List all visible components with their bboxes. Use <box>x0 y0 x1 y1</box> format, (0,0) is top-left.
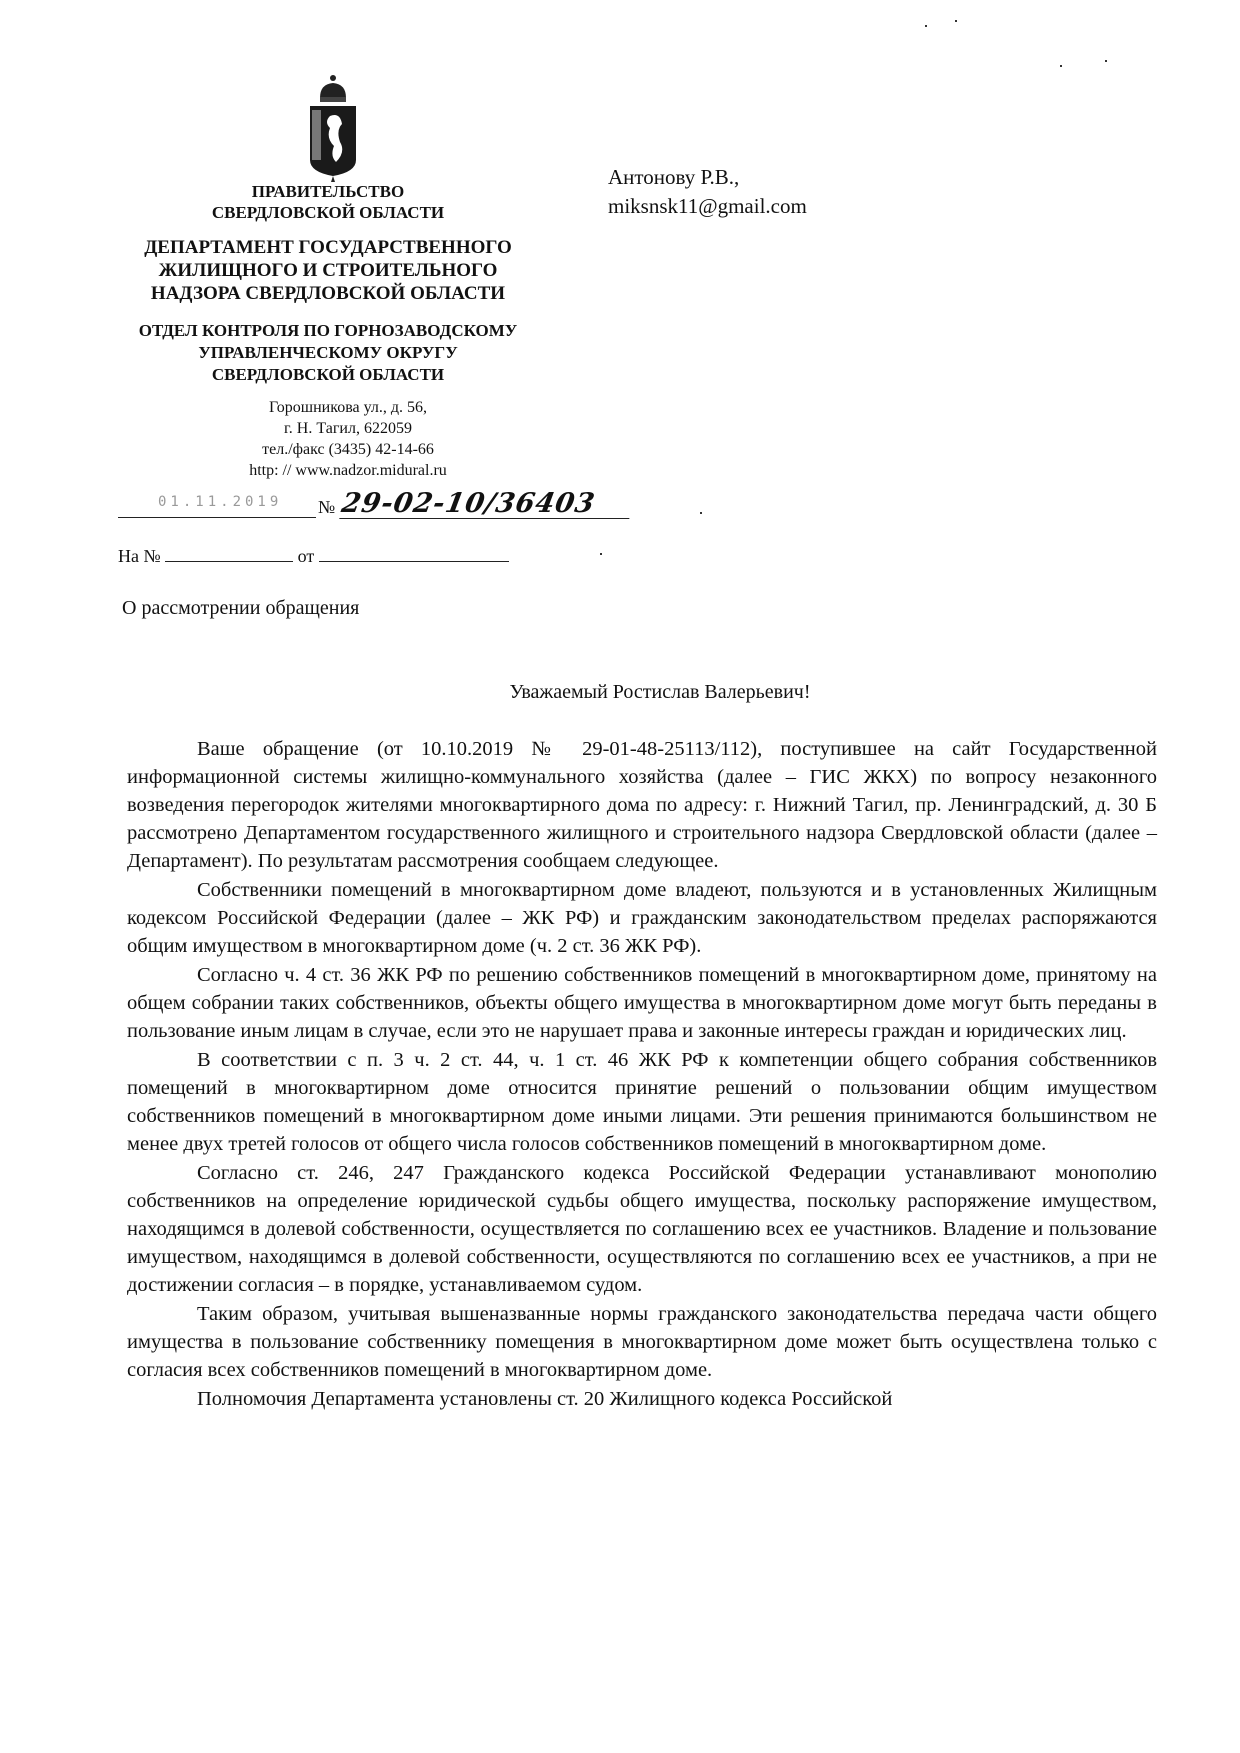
registration-number-handwritten: 29-02-10/36403 <box>339 488 634 519</box>
heading-line: ОТДЕЛ КОНТРОЛЯ ПО ГОРНОЗАВОДСКОМУ <box>138 321 518 340</box>
heading-line: ПРАВИТЕЛЬСТВО <box>251 182 405 201</box>
body-paragraph: Ваше обращение (от 10.10.2019 № 29-01-48-25113/112), поступившее на сайт Государственной информационной системы жилищно-коммунального хозяйства (далее – ГИС ЖКХ) по вопросу незаконного возведения перегородок жителями многоквартирного дома по адресу: г. Нижний Тагил, пр. Ленинградский, д. 30 Б рассмотрено Департаментом государственного жилищного и строительного надзора Свердловской области (далее – Департамент). По результатам рассмотрения сообщаем следующее. <box>127 738 1157 872</box>
heading-line: НАДЗОРА СВЕРДЛОВСКОЙ ОБЛАСТИ <box>150 283 506 304</box>
body-paragraph: Полномочия Департамента установлены ст. 20 Жилищного кодекса Российской <box>197 1388 893 1410</box>
letter-subject: О рассмотрении обращения <box>122 597 360 619</box>
letter-greeting: Уважаемый Ростислав Валерьевич! <box>509 681 811 703</box>
body-paragraph: Таким образом, учитывая вышеназванные нормы гражданского законодательства передача части общего имущества в пользование собственнику помещения в многоквартирном доме может быть осуществлена только с согласия всех собственников помещений в многоквартирном доме. <box>127 1303 1157 1381</box>
address-line: Горошникова ул., д. 56, <box>268 399 428 416</box>
address-line: г. Н. Тагил, 622059 <box>284 420 412 437</box>
scan-artifact <box>1105 60 1107 62</box>
coat-of-arms-icon <box>306 72 360 182</box>
heading-line: СВЕРДЛОВСКОЙ ОБЛАСТИ <box>211 203 445 222</box>
recipient-block <box>608 163 807 221</box>
body-paragraph: Собственники помещений в многоквартирном доме владеют, пользуются и в установленных Жилищным кодексом Российской Федерации (далее – ЖК РФ) и гражданским законодательством пределах распоряжаются общим имуществом в многоквартирном доме (ч. 2 ст. 36 ЖК РФ). <box>127 879 1157 957</box>
registration-number-label: № <box>318 497 336 517</box>
reply-to-label: На № <box>118 546 161 566</box>
heading-line: ЖИЛИЩНОГО И СТРОИТЕЛЬНОГО <box>158 260 498 281</box>
recipient-name: Антонову Р.В., <box>608 165 740 189</box>
reply-from-label: от <box>297 546 315 566</box>
heading-line: УПРАВЛЕНЧЕСКОМУ ОКРУГУ <box>198 343 458 362</box>
website-link[interactable]: http: // www.nadzor.midural.ru <box>249 462 447 479</box>
scan-artifact <box>700 512 702 514</box>
sender-address <box>188 397 508 481</box>
letter-body <box>127 735 1157 1414</box>
body-paragraph: Согласно ст. 246, 247 Гражданского кодекса Российской Федерации устанавливают монополию собственников на определение юридической судьбы общего имущества, поскольку распоряжение имуществом, находящимся в долевой собственности, осуществляется по соглашению всех ее участников. Владение и пользование имуществом, находящимся в долевой собственности, осуществляются по соглашению всех ее участников, а при не достижении согласия – в порядке, устанавливаемом судом. <box>127 1162 1157 1296</box>
scan-artifact <box>600 553 602 555</box>
division-heading <box>118 320 538 386</box>
department-heading <box>118 236 538 305</box>
heading-line: СВЕРДЛОВСКОЙ ОБЛАСТИ <box>211 365 445 384</box>
reply-to-number-blank <box>165 545 293 562</box>
body-paragraph: Согласно ч. 4 ст. 36 ЖК РФ по решению собственников помещений в многоквартирном доме, принятому на общем собрании таких собственников, объекты общего имущества в многоквартирном доме могут быть переданы в пользование иным лицам в случае, если это не нарушает права и законные интересы граждан и юридических лиц. <box>127 964 1157 1042</box>
scan-artifact <box>1060 65 1062 67</box>
scan-artifact <box>925 25 927 27</box>
reply-from-date-blank <box>319 545 509 562</box>
heading-line: ДЕПАРТАМЕНТ ГОСУДАРСТВЕННОГО <box>144 237 512 258</box>
recipient-email[interactable]: miksnsk11@gmail.com <box>608 194 807 218</box>
body-paragraph: В соответствии с п. 3 ч. 2 ст. 44, ч. 1 ст. 46 ЖК РФ к компетенции общего собрания собственников помещений в многоквартирном доме относится принятие решений о пользовании общим имуществом собственников помещений в многоквартирном доме иными лицами. Эти решения принимаются большинством не менее двух третей голосов от общего числа голосов собственников помещений в многоквартирном доме. <box>127 1049 1157 1155</box>
reply-reference <box>118 545 509 567</box>
registration-date-stamp: 01.11.2019 <box>118 494 316 518</box>
government-heading <box>118 181 538 223</box>
phone-fax: тел./факс (3435) 42-14-66 <box>262 441 434 458</box>
scan-artifact <box>955 20 957 22</box>
